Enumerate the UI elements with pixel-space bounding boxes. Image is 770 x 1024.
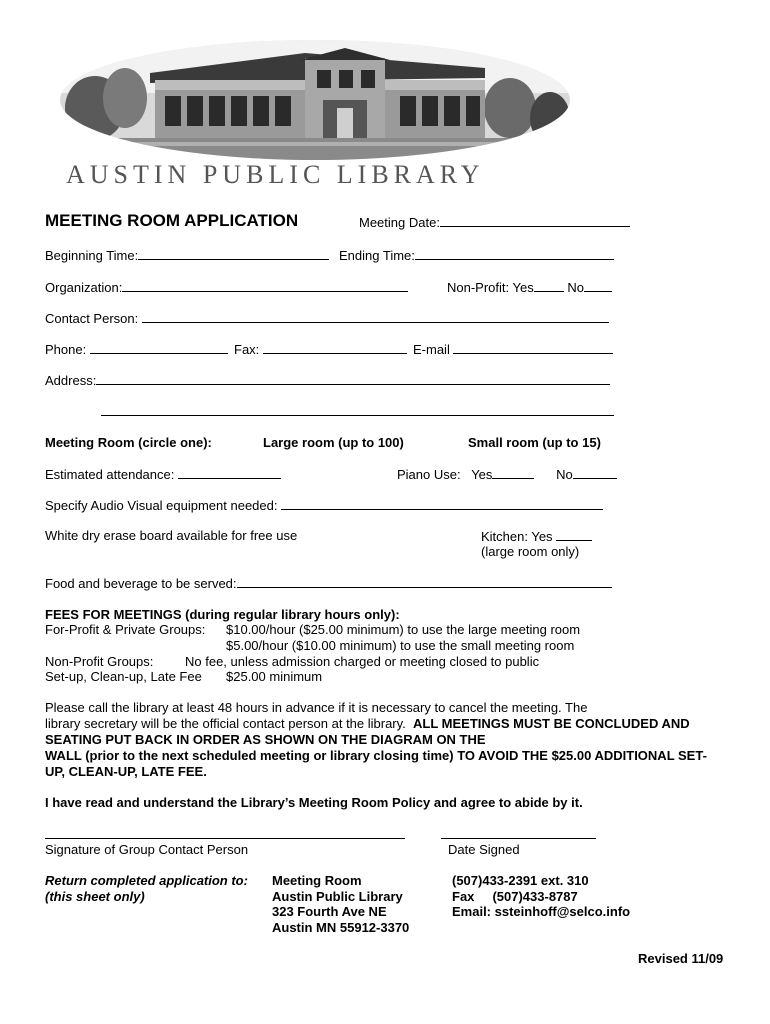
sheet-note: (this sheet only) [45, 889, 145, 904]
fax-label: Fax: [234, 342, 260, 357]
contact-phone: (507)433-2391 ext. 310 [452, 873, 589, 888]
meeting-room-label: Meeting Room (circle one): [45, 435, 212, 450]
email-label: E-mail [413, 342, 450, 357]
meeting-date-label: Meeting Date: [359, 215, 440, 230]
phone-field[interactable] [45, 341, 228, 357]
piano-no-label: No [556, 467, 573, 482]
non-profit-fee-text: No fee, unless admission charged or meeting closed to public [185, 654, 540, 669]
av-line[interactable] [281, 497, 603, 510]
address-line-2-wrap[interactable] [101, 403, 614, 419]
for-profit-line1: $10.00/hour ($25.00 minimum) to use the large meeting room [226, 622, 581, 637]
whiteboard-text: White dry erase board available for free use [45, 528, 298, 543]
organization-line[interactable] [122, 279, 408, 292]
beginning-time-label: Beginning Time: [45, 248, 139, 263]
policy-line-4: WALL (prior to the next scheduled meeting or library closing time) TO AVOID THE $25.00 ADDITIONAL SET- [45, 748, 707, 763]
non-profit-yes-label: Non-Profit: Yes [447, 280, 534, 295]
revised-date: Revised 11/09 [638, 951, 724, 966]
contact-person-line[interactable] [142, 310, 609, 323]
policy-line-2-bold: ALL MEETINGS MUST BE CONCLUDED AND [413, 716, 690, 731]
organization-field[interactable] [45, 279, 408, 295]
policy-line-2-normal: library secretary will be the official contact person at the library. [45, 716, 414, 731]
fax-line[interactable] [263, 341, 407, 354]
address-line-1[interactable] [96, 372, 610, 385]
food-field[interactable] [45, 575, 612, 591]
return-address-line: 323 Fourth Ave NE [272, 904, 387, 919]
ending-time-field[interactable] [339, 247, 614, 263]
signature-line[interactable] [45, 826, 405, 839]
av-label: Specify Audio Visual equipment needed: [45, 498, 278, 513]
non-profit-fee-label: Non-Profit Groups: [45, 654, 154, 669]
piano-no-line[interactable] [573, 466, 617, 479]
piano-yes-label: Yes [471, 467, 493, 482]
return-address-line: Austin MN 55912-3370 [272, 920, 410, 935]
contact-person-label: Contact Person: [45, 311, 139, 326]
non-profit-field[interactable] [447, 279, 612, 295]
policy-line-5: UP, CLEAN-UP, LATE FEE. [45, 764, 207, 779]
return-address-line: Austin Public Library [272, 889, 403, 904]
beginning-time-line[interactable] [138, 247, 329, 260]
setup-fee-label: Set-up, Clean-up, Late Fee [45, 669, 202, 684]
date-signed-label: Date Signed [448, 842, 520, 857]
return-label: Return completed application to: [45, 873, 248, 888]
signature-label: Signature of Group Contact Person [45, 842, 249, 857]
piano-yes-line[interactable] [492, 466, 534, 479]
piano-label: Piano Use: [397, 467, 461, 482]
phone-line[interactable] [90, 341, 228, 354]
ending-time-label: Ending Time: [339, 248, 415, 263]
organization-label: Organization: [45, 280, 123, 295]
email-line[interactable] [453, 341, 613, 354]
setup-fee-text: $25.00 minimum [226, 669, 323, 684]
date-signed-line[interactable] [441, 826, 596, 839]
attendance-line[interactable] [178, 466, 281, 479]
piano-field[interactable] [397, 466, 617, 482]
address-field[interactable] [45, 372, 610, 388]
ending-time-line[interactable] [415, 247, 614, 260]
meeting-date-field[interactable] [359, 214, 630, 230]
kitchen-field[interactable] [481, 528, 592, 544]
return-address-line: Meeting Room [272, 873, 362, 888]
for-profit-line2: $5.00/hour ($10.00 minimum) to use the small meeting room [226, 638, 575, 653]
address-label: Address: [45, 373, 97, 388]
beginning-time-field[interactable] [45, 247, 329, 263]
library-name: AUSTIN PUBLIC LIBRARY [66, 160, 485, 189]
non-profit-no-line[interactable] [584, 279, 612, 292]
phone-label: Phone: [45, 342, 87, 357]
kitchen-label: Kitchen: Yes [481, 529, 553, 544]
fees-heading: FEES FOR MEETINGS (during regular library hours only): [45, 607, 400, 622]
building-image [55, 38, 575, 163]
agreement-statement: I have read and understand the Library’s Meeting Room Policy and agree to abide by it. [45, 795, 583, 810]
attendance-field[interactable] [45, 466, 281, 482]
large-room-option[interactable]: Large room (up to 100) [263, 435, 404, 450]
attendance-label: Estimated attendance: [45, 467, 175, 482]
policy-line-3: SEATING PUT BACK IN ORDER AS SHOWN ON THE DIAGRAM ON THE [45, 732, 486, 747]
meeting-date-line[interactable] [440, 214, 630, 227]
contact-fax: Fax (507)433-8787 [452, 889, 578, 904]
policy-line-1: Please call the library at least 48 hours in advance if it is necessary to cancel the meeting. The [45, 700, 588, 715]
av-field[interactable] [45, 497, 603, 513]
fax-field[interactable] [234, 341, 407, 357]
food-label: Food and beverage to be served: [45, 576, 237, 591]
food-line[interactable] [237, 575, 612, 588]
non-profit-no-label: No [567, 280, 584, 295]
contact-person-field[interactable] [45, 310, 609, 326]
kitchen-yes-line[interactable] [556, 528, 592, 541]
policy-line-2 [45, 716, 690, 731]
non-profit-yes-line[interactable] [534, 279, 564, 292]
kitchen-note: (large room only) [481, 544, 580, 559]
for-profit-label: For-Profit & Private Groups: [45, 622, 206, 637]
contact-email[interactable]: Email: ssteinhoff@selco.info [452, 904, 631, 919]
small-room-option[interactable]: Small room (up to 15) [468, 435, 601, 450]
form-title: MEETING ROOM APPLICATION [45, 211, 299, 230]
address-line-2[interactable] [101, 403, 614, 416]
email-field[interactable] [413, 341, 613, 357]
